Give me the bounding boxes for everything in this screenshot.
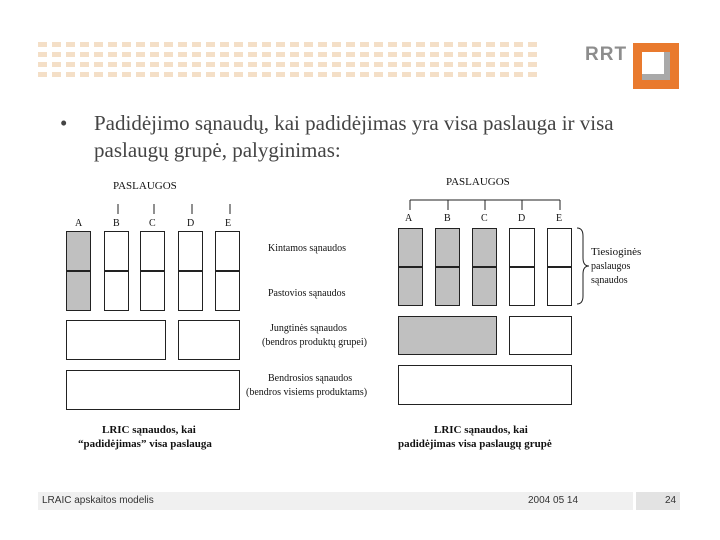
right-a-fixed	[398, 267, 423, 306]
right-d-fixed	[509, 267, 535, 306]
joint-costs-sublabel: (bendros produktų grupei)	[262, 337, 367, 348]
left-service-c: C	[149, 218, 156, 229]
right-service-d: D	[518, 213, 526, 224]
left-common-box	[66, 370, 240, 410]
right-a-variable	[398, 228, 423, 267]
joint-costs-label: Jungtinės sąnaudos	[270, 323, 347, 334]
left-b-variable	[104, 231, 129, 271]
right-service-b: B	[444, 213, 451, 224]
common-costs-label: Bendrosios sąnaudos	[268, 373, 353, 384]
page-number: 24	[665, 495, 677, 506]
footer-title: LRAIC apskaitos modelis	[42, 495, 154, 506]
left-d-variable	[178, 231, 203, 271]
left-d-fixed	[178, 271, 203, 311]
right-e-fixed	[547, 267, 572, 306]
left-c-variable	[140, 231, 165, 271]
left-joint-box-1	[66, 320, 166, 360]
right-service-e: E	[556, 213, 563, 224]
bullet-marker: •	[60, 111, 68, 135]
right-c-variable	[472, 228, 497, 267]
right-b-variable	[435, 228, 460, 267]
footer-date: 2004 05 14	[528, 495, 579, 506]
brace-label-line-3: sąnaudos	[591, 275, 628, 286]
right-c-fixed	[472, 267, 497, 306]
left-c-fixed	[140, 271, 165, 311]
right-common-box	[398, 365, 572, 405]
right-joint-box-2	[509, 316, 572, 355]
left-service-b: B	[113, 218, 120, 229]
right-joint-box-1	[398, 316, 497, 355]
right-b-fixed	[435, 267, 460, 306]
left-service-d: D	[187, 218, 195, 229]
right-service-a: A	[405, 213, 413, 224]
right-caption-line-2: padidėjimas visa paslaugų grupė	[398, 438, 552, 450]
logo-text: RRT	[585, 44, 628, 65]
common-costs-sublabel: (bendros visiems produktams)	[246, 387, 368, 398]
right-services-header: PASLAUGOS	[446, 176, 510, 188]
left-joint-box-2	[178, 320, 240, 360]
left-service-a: A	[75, 218, 83, 229]
bullet-text: Padidėjimo sąnaudų, kai padidėjimas yra visa paslauga ir visa paslaugų grupė, palyginimas:	[94, 111, 614, 162]
left-caption-line-2: “padidėjimas” visa paslauga	[78, 438, 212, 450]
left-caption-line-1: LRIC sąnaudos, kai	[102, 424, 196, 436]
left-service-e: E	[225, 218, 232, 229]
left-e-fixed	[215, 271, 240, 311]
brace-label-line-1: Tiesioginės	[591, 246, 642, 258]
left-a-variable	[66, 231, 91, 271]
right-e-variable	[547, 228, 572, 267]
right-d-variable	[509, 228, 535, 267]
left-b-fixed	[104, 271, 129, 311]
brace-label-line-2: paslaugos	[591, 261, 631, 272]
left-services-header: PASLAUGOS	[113, 180, 177, 192]
right-caption-line-1: LRIC sąnaudos, kai	[434, 424, 528, 436]
left-a-fixed	[66, 271, 91, 311]
right-service-c: C	[481, 213, 488, 224]
fixed-costs-label: Pastovios sąnaudos	[268, 288, 346, 299]
variable-costs-label: Kintamos sąnaudos	[268, 243, 347, 254]
left-e-variable	[215, 231, 240, 271]
